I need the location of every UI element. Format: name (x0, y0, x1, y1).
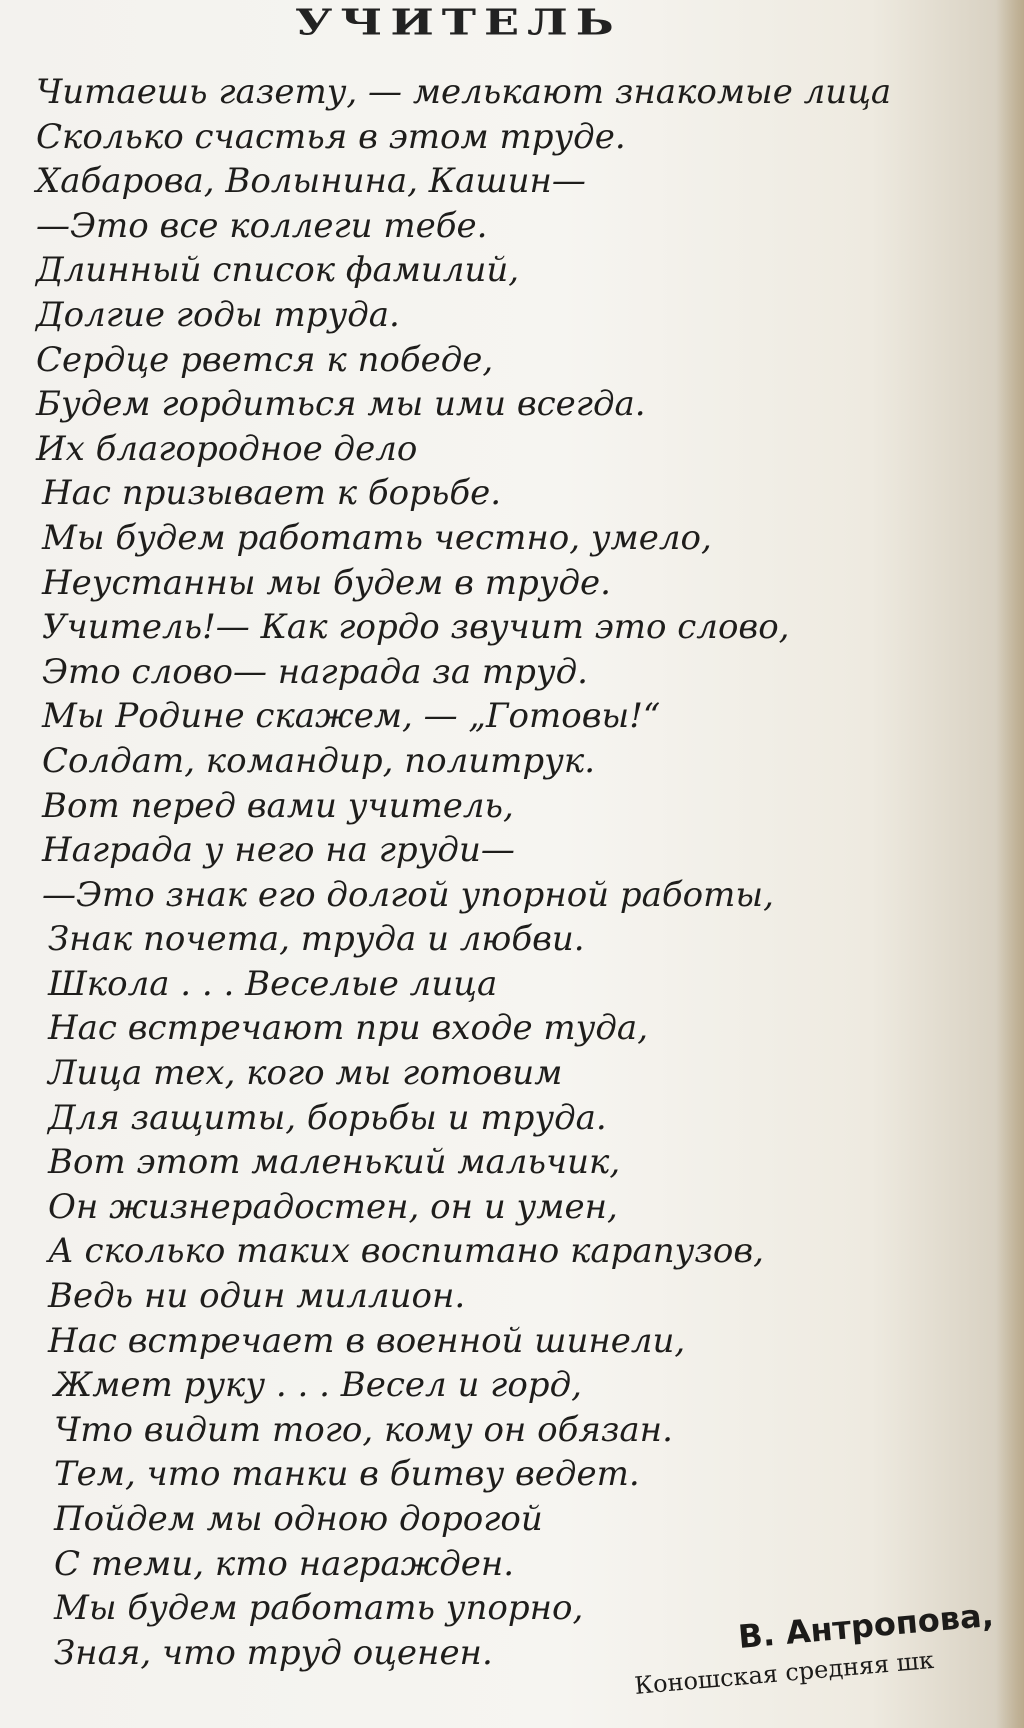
poem-line: Неустанны мы будем в труде. (42, 562, 611, 603)
poem-line: Учитель!— Как гордо звучит это слово, (42, 607, 790, 648)
poem-line: Пойдем мы одною дорогой (54, 1499, 543, 1539)
poem-line: Что видит того, кому он обязан. (54, 1409, 673, 1450)
poem-line: Нас встречают при входе туда, (48, 1008, 648, 1049)
poem-line: Школа . . . Веселые лица (48, 963, 498, 1004)
poem-line: Для защиты, борьбы и труда. (48, 1097, 607, 1138)
poem-line: Он жизнерадостен, он и умен, (48, 1186, 618, 1227)
poem-line: Это слово— награда за труд. (42, 651, 588, 692)
poem-line: —Это знак его долгой упорной работы, (42, 874, 774, 915)
poem-line: Ведь ни один миллион. (48, 1276, 466, 1317)
poem-line: Знак почета, труда и любви. (48, 919, 585, 960)
poem-line: Читаешь газету, — мелькают знакомые лица (36, 72, 892, 112)
poem-line: Нас призывает к борьбе. (42, 473, 502, 514)
poem-line: Солдат, командир, политрук. (42, 740, 596, 781)
poem-line: Сколько счастья в этом труде. (36, 116, 626, 157)
poem-body (36, 70, 1011, 1675)
poem-line: Хабарова, Волынина, Кашин— (36, 161, 586, 202)
poem-line: Длинный список фамилий, (36, 250, 520, 291)
poem-line: А сколько таких воспитано карапузов, (48, 1231, 764, 1272)
poem-line: Сердце рвется к победе, (36, 339, 494, 380)
poem-line: Лица тех, кого мы готовим (48, 1053, 563, 1094)
poem-title: УЧИТЕЛЬ (295, 0, 622, 43)
poem-line: Тем, что танки в битву ведет. (54, 1454, 640, 1495)
poem-line: Награда у него на груди— (42, 830, 515, 871)
author-school: Коношская средняя шк (633, 1645, 935, 1701)
author-signature: В. Антропова, (736, 1595, 996, 1657)
poem-line: С теми, кто награжден. (54, 1543, 515, 1584)
poem-line: Мы будем работать упорно, (54, 1588, 584, 1629)
poem-line: Их благородное дело (36, 428, 418, 469)
poem-line: —Это все коллеги тебе. (36, 205, 488, 246)
poem-line: Нас встречает в военной шинели, (48, 1320, 686, 1361)
poem-line: Мы будем работать честно, умело, (42, 517, 712, 558)
poem-line: Долгие годы труда. (36, 294, 400, 335)
poem-line: Вот перед вами учитель, (42, 785, 514, 826)
poem-line: Мы Родине скажем, — „Готовы!“ (42, 696, 661, 737)
poem-line: Вот этот маленький мальчик, (48, 1142, 621, 1183)
poem-line: Будем гордиться мы ими всегда. (36, 384, 646, 425)
poem-line: Жмет руку . . . Весел и горд, (54, 1365, 582, 1406)
poem-line: Зная, что труд оценен. (54, 1632, 493, 1673)
